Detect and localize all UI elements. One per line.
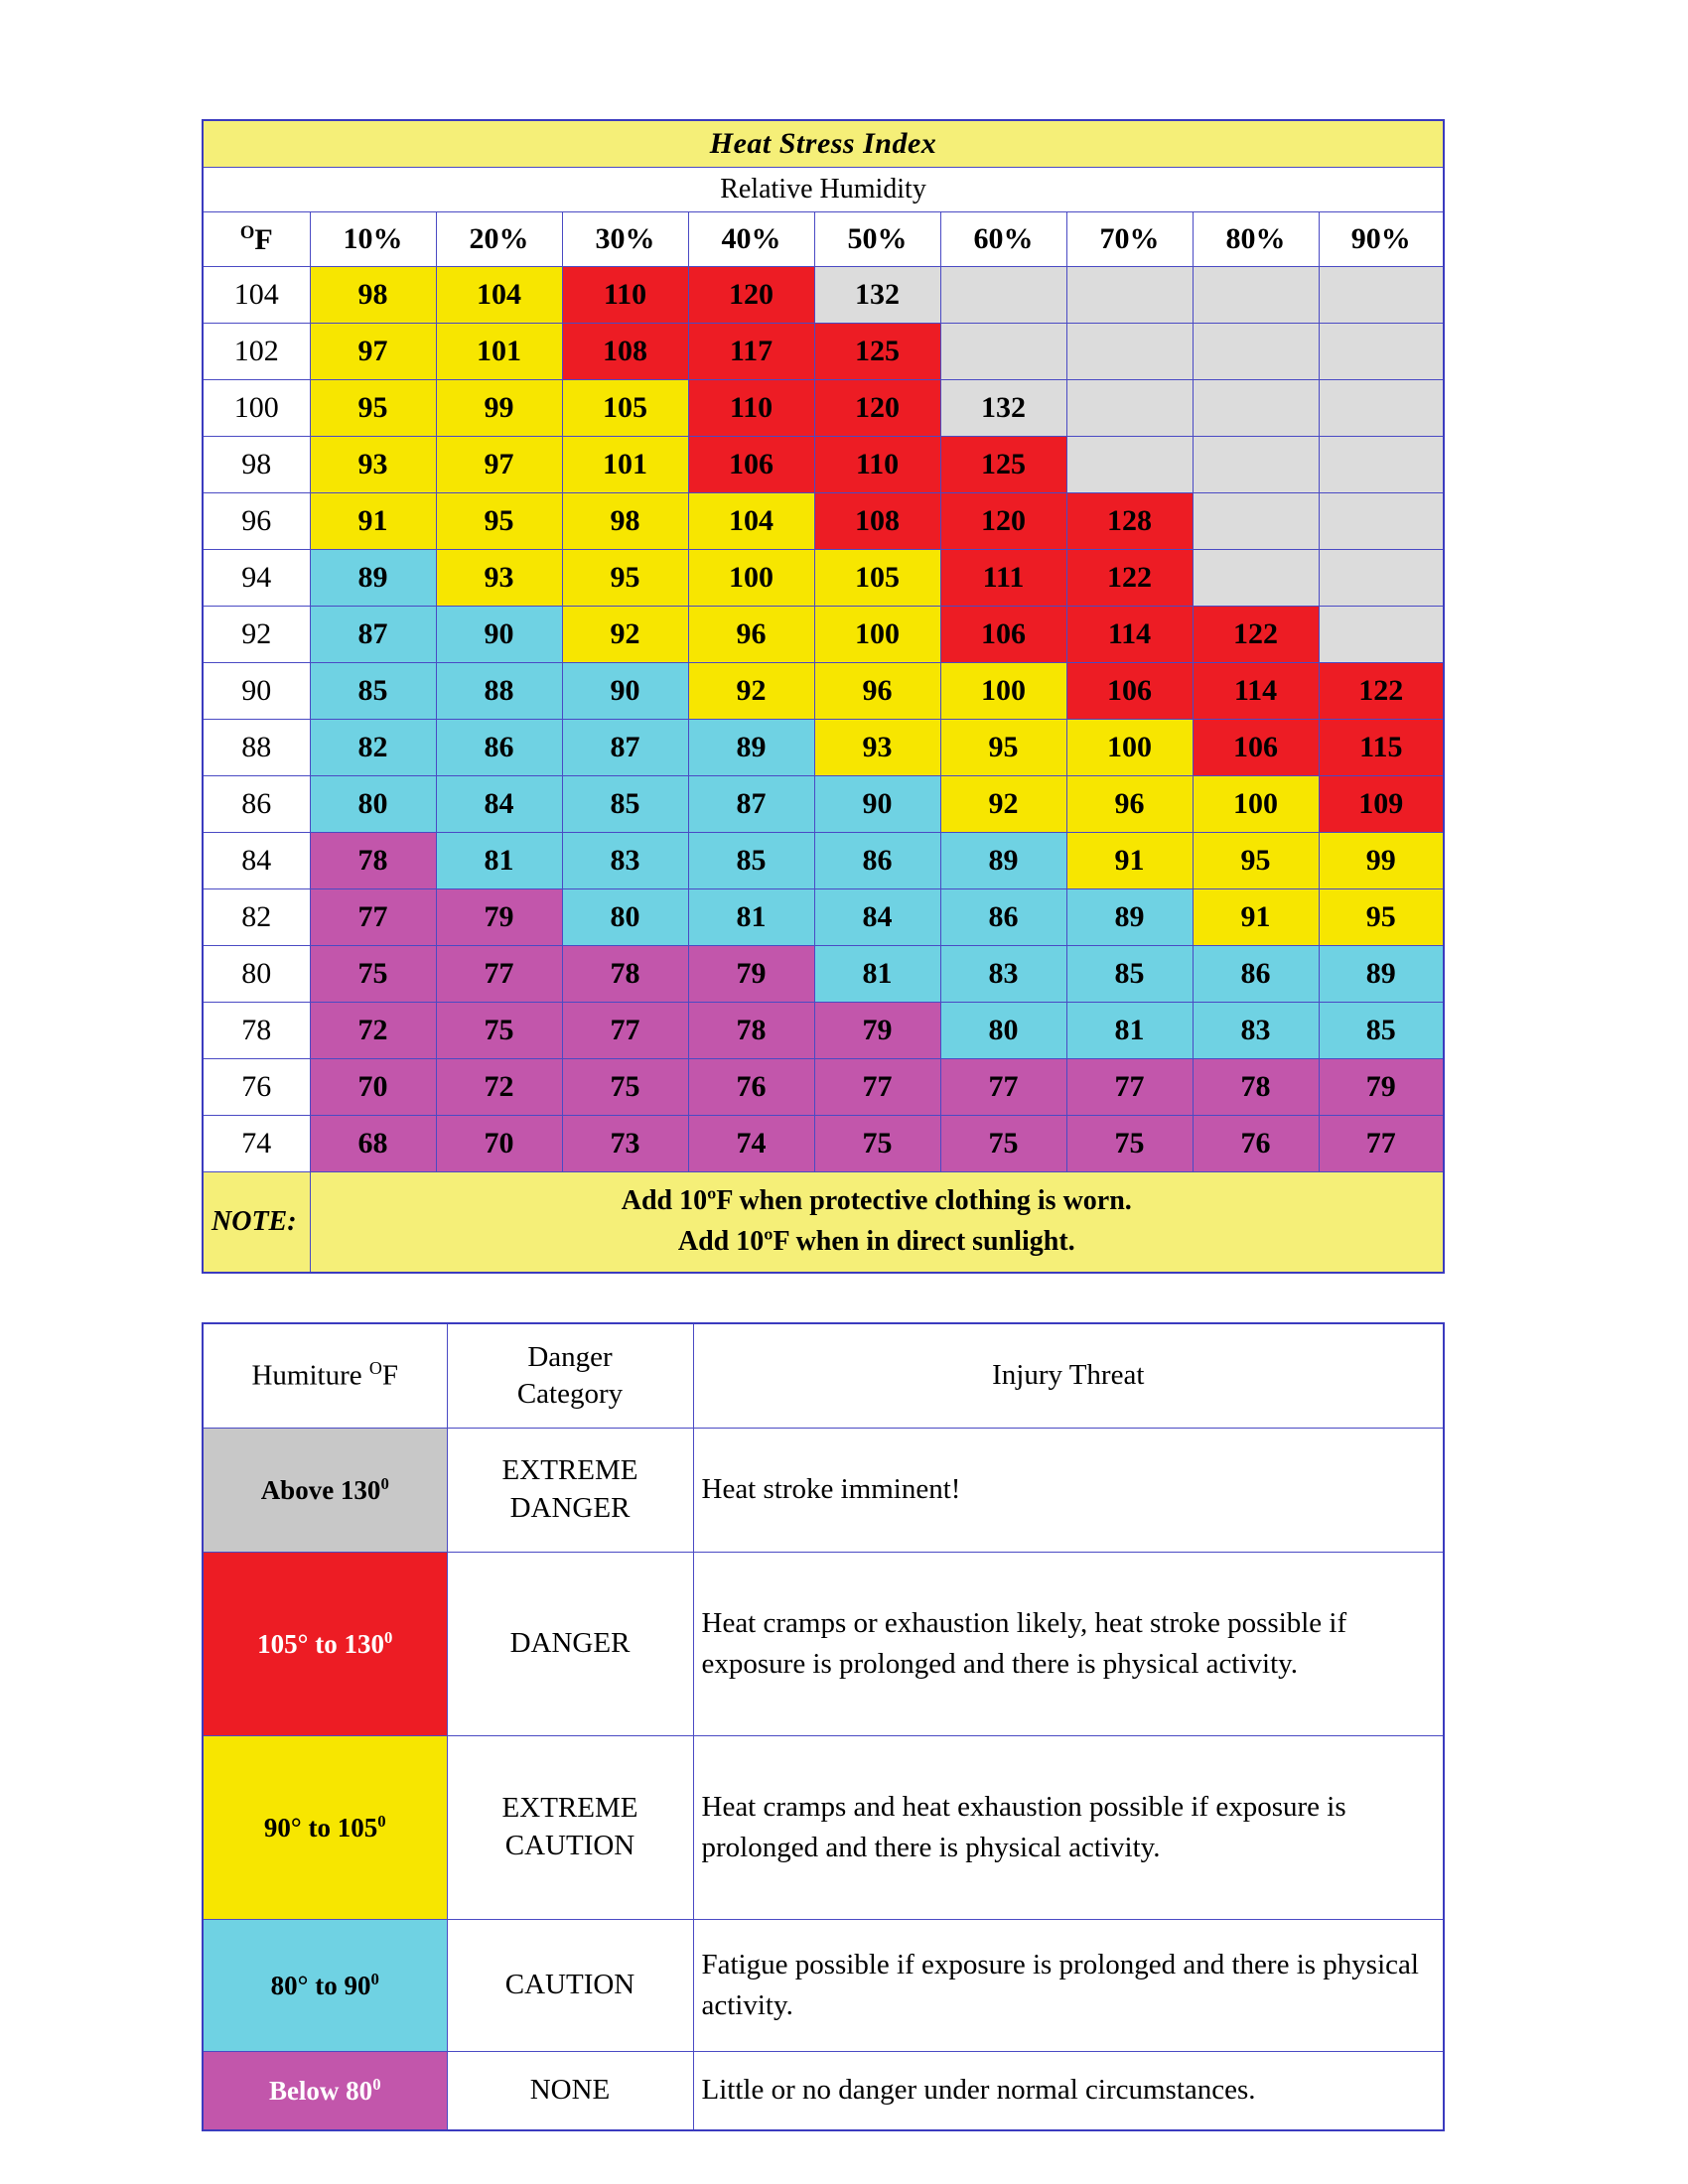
heat-index-cell: 99 [1319, 833, 1444, 889]
table-row [203, 663, 1444, 720]
heat-index-cell: 75 [436, 1003, 562, 1059]
heat-index-cell: 110 [814, 437, 940, 493]
heat-index-cell [1066, 267, 1193, 324]
heat-index-cell: 95 [310, 380, 436, 437]
row-header-temperature: 74 [203, 1116, 310, 1172]
heat-index-cell: 78 [1193, 1059, 1319, 1116]
heat-index-cell: 122 [1319, 663, 1444, 720]
heat-index-cell: 100 [1193, 776, 1319, 833]
heat-index-cell: 86 [436, 720, 562, 776]
heat-index-cell: 91 [1193, 889, 1319, 946]
heat-index-cell [1319, 607, 1444, 663]
heat-index-cell: 132 [940, 380, 1066, 437]
heat-index-cell: 89 [688, 720, 814, 776]
heat-index-cell: 78 [310, 833, 436, 889]
heat-index-cell: 89 [1319, 946, 1444, 1003]
heat-index-cell: 99 [436, 380, 562, 437]
heat-index-cell: 109 [1319, 776, 1444, 833]
heat-index-cell: 89 [1066, 889, 1193, 946]
heat-index-cell: 122 [1066, 550, 1193, 607]
heat-index-cell: 101 [562, 437, 688, 493]
legend-injury-threat: Fatigue possible if exposure is prolonged and there is physical activity. [693, 1920, 1444, 2052]
column-header-20: 20% [436, 212, 562, 267]
danger-category-legend-container [202, 1322, 1443, 2131]
heat-index-cell: 95 [562, 550, 688, 607]
legend-danger-category: DANGER [447, 1553, 693, 1736]
heat-index-cell: 73 [562, 1116, 688, 1172]
heat-index-cell: 105 [562, 380, 688, 437]
heat-index-cell: 87 [562, 720, 688, 776]
legend-row [203, 1553, 1444, 1736]
note-body [310, 1172, 1444, 1274]
row-header-temperature: 80 [203, 946, 310, 1003]
heat-index-cell: 79 [436, 889, 562, 946]
row-header-temperature: 76 [203, 1059, 310, 1116]
legend-injury-threat: Heat cramps and heat exhaustion possible if exposure is prolonged and there is physical activity. [693, 1736, 1444, 1920]
legend-injury-threat: Little or no danger under normal circumstances. [693, 2052, 1444, 2131]
relative-humidity-label: Relative Humidity [203, 168, 1444, 212]
heat-index-cell: 86 [940, 889, 1066, 946]
heat-index-cell: 93 [310, 437, 436, 493]
legend-range-swatch: 80° to $90^0$ [203, 1920, 447, 2052]
heat-index-cell: 76 [1193, 1116, 1319, 1172]
heat-index-cell [1319, 380, 1444, 437]
table-row [203, 889, 1444, 946]
heat-index-cell: 84 [814, 889, 940, 946]
heat-index-cell: 87 [310, 607, 436, 663]
heat-index-cell: 79 [814, 1003, 940, 1059]
heat-index-cell: 81 [688, 889, 814, 946]
heat-index-cell [1193, 550, 1319, 607]
heat-index-cell: 96 [1066, 776, 1193, 833]
legend-row [203, 2052, 1444, 2131]
heat-index-cell: 93 [436, 550, 562, 607]
legend-range-swatch: 105° to $130^0$ [203, 1553, 447, 1736]
table-row [203, 267, 1444, 324]
column-header-row [203, 212, 1444, 267]
heat-index-cell: 100 [940, 663, 1066, 720]
table-row [203, 833, 1444, 889]
heat-index-cell: 91 [310, 493, 436, 550]
heat-index-cell: 89 [310, 550, 436, 607]
heat-index-cell: 84 [436, 776, 562, 833]
heat-index-cell: 93 [814, 720, 940, 776]
heat-index-cell: 78 [562, 946, 688, 1003]
table-title-row [203, 120, 1444, 168]
note-line-2: Add 10ºF when in direct sunlight. [677, 1226, 1075, 1257]
table-row [203, 1116, 1444, 1172]
heat-index-cell [940, 324, 1066, 380]
heat-index-cell: 68 [310, 1116, 436, 1172]
row-header-temperature: 88 [203, 720, 310, 776]
legend-row [203, 1736, 1444, 1920]
heat-index-cell [1319, 550, 1444, 607]
heat-index-cell: 117 [688, 324, 814, 380]
legend-header-humiture: Humiture $^O$F [203, 1323, 447, 1429]
heat-index-cell: 96 [688, 607, 814, 663]
column-header-70: 70% [1066, 212, 1193, 267]
row-header-temperature: 82 [203, 889, 310, 946]
heat-index-cell [1066, 437, 1193, 493]
legend-danger-category: CAUTION [447, 1920, 693, 2052]
table-row [203, 550, 1444, 607]
heat-index-cell: 104 [436, 267, 562, 324]
heat-index-cell: 108 [562, 324, 688, 380]
column-header-10: 10% [310, 212, 436, 267]
legend-row [203, 1920, 1444, 2052]
row-header-temperature: 94 [203, 550, 310, 607]
heat-index-cell: 91 [1066, 833, 1193, 889]
heat-index-cell: 120 [814, 380, 940, 437]
heat-index-cell: 77 [1066, 1059, 1193, 1116]
row-header-temperature: 104 [203, 267, 310, 324]
note-line-1: Add 10ºF when protective clothing is worn. [621, 1185, 1132, 1217]
heat-index-cell: 81 [436, 833, 562, 889]
heat-index-cell [940, 267, 1066, 324]
heat-index-cell: 79 [688, 946, 814, 1003]
heat-index-cell: 80 [940, 1003, 1066, 1059]
heat-index-cell: 111 [940, 550, 1066, 607]
heat-index-cell [1319, 324, 1444, 380]
legend-danger-category: NONE [447, 2052, 693, 2131]
heat-index-cell: 89 [940, 833, 1066, 889]
heat-index-cell: 83 [940, 946, 1066, 1003]
danger-category-legend-table [202, 1322, 1445, 2131]
heat-index-cell: 115 [1319, 720, 1444, 776]
heat-index-cell: 85 [688, 833, 814, 889]
row-header-temperature: 92 [203, 607, 310, 663]
legend-injury-threat: Heat cramps or exhaustion likely, heat stroke possible if exposure is prolonged and there is physical activity. [693, 1553, 1444, 1736]
heat-index-cell: 80 [562, 889, 688, 946]
heat-index-cell: 75 [310, 946, 436, 1003]
legend-header-row [203, 1323, 1444, 1429]
legend-danger-category: EXTREME CAUTION [447, 1736, 693, 1920]
heat-index-cell: 76 [688, 1059, 814, 1116]
heat-index-cell: 106 [1193, 720, 1319, 776]
heat-index-cell: 95 [436, 493, 562, 550]
heat-index-cell: 78 [688, 1003, 814, 1059]
row-header-temperature: 100 [203, 380, 310, 437]
heat-index-cell: 86 [1193, 946, 1319, 1003]
heat-index-cell: 77 [1319, 1116, 1444, 1172]
note-row [203, 1172, 1444, 1274]
legend-range-swatch: Above $130^0$ [203, 1429, 447, 1553]
column-header-30: 30% [562, 212, 688, 267]
heat-index-cell: 90 [562, 663, 688, 720]
heat-index-cell: 125 [940, 437, 1066, 493]
heat-index-cell: 90 [814, 776, 940, 833]
column-header-50: 50% [814, 212, 940, 267]
table-row [203, 946, 1444, 1003]
heat-index-cell [1193, 493, 1319, 550]
heat-index-cell: 106 [688, 437, 814, 493]
row-header-temperature: 86 [203, 776, 310, 833]
legend-danger-category: EXTREME DANGER [447, 1429, 693, 1553]
heat-index-cell: 74 [688, 1116, 814, 1172]
heat-index-cell: 98 [310, 267, 436, 324]
heat-index-cell: 83 [1193, 1003, 1319, 1059]
heat-index-cell: 95 [1319, 889, 1444, 946]
heat-index-cell: 120 [688, 267, 814, 324]
legend-header-injury-threat: Injury Threat [693, 1323, 1444, 1429]
table-row [203, 720, 1444, 776]
heat-index-cell: 75 [940, 1116, 1066, 1172]
heat-index-cell: 97 [310, 324, 436, 380]
legend-range-swatch: Below $80^0$ [203, 2052, 447, 2131]
heat-index-cell: 108 [814, 493, 940, 550]
heat-index-cell: 97 [436, 437, 562, 493]
heat-index-cell: 100 [1066, 720, 1193, 776]
heat-index-cell: 92 [562, 607, 688, 663]
heat-index-cell: 85 [562, 776, 688, 833]
heat-stress-index-table [202, 119, 1445, 1274]
heat-index-cell: 110 [562, 267, 688, 324]
table-row [203, 607, 1444, 663]
heat-index-cell: 88 [436, 663, 562, 720]
row-header-temperature: 78 [203, 1003, 310, 1059]
heat-index-cell: 101 [436, 324, 562, 380]
table-row [203, 1003, 1444, 1059]
heat-index-cell: 75 [1066, 1116, 1193, 1172]
heat-index-cell: 100 [688, 550, 814, 607]
heat-index-cell: 79 [1319, 1059, 1444, 1116]
heat-index-cell: 90 [436, 607, 562, 663]
legend-injury-threat: Heat stroke imminent! [693, 1429, 1444, 1553]
heat-index-cell: 82 [310, 720, 436, 776]
heat-index-cell: 72 [310, 1003, 436, 1059]
heat-index-cell: 80 [310, 776, 436, 833]
heat-index-cell [1319, 437, 1444, 493]
heat-index-cell: 86 [814, 833, 940, 889]
heat-index-cell: 92 [940, 776, 1066, 833]
heat-index-cell: 132 [814, 267, 940, 324]
heat-index-cell: 81 [814, 946, 940, 1003]
heat-index-cell [1319, 493, 1444, 550]
heat-index-cell [1066, 380, 1193, 437]
heat-index-cell: 75 [814, 1116, 940, 1172]
heat-index-cell [1193, 267, 1319, 324]
heat-index-cell [1193, 324, 1319, 380]
table-row [203, 1059, 1444, 1116]
heat-index-cell: 83 [562, 833, 688, 889]
column-header-60: 60% [940, 212, 1066, 267]
heat-index-cell: 85 [310, 663, 436, 720]
heat-index-cell: 87 [688, 776, 814, 833]
table-row [203, 776, 1444, 833]
column-header-90: 90% [1319, 212, 1444, 267]
page-title: Heat Stress Index [203, 120, 1444, 168]
heat-index-cell: 95 [940, 720, 1066, 776]
heat-index-cell: 100 [814, 607, 940, 663]
heat-index-cell: 125 [814, 324, 940, 380]
heat-index-cell: 106 [1066, 663, 1193, 720]
row-header-temperature: 98 [203, 437, 310, 493]
heat-index-cell: 110 [688, 380, 814, 437]
heat-index-cell: 77 [310, 889, 436, 946]
column-header-80: 80% [1193, 212, 1319, 267]
heat-index-cell: 81 [1066, 1003, 1193, 1059]
table-row [203, 324, 1444, 380]
heat-index-cell: 92 [688, 663, 814, 720]
table-row [203, 493, 1444, 550]
heat-index-cell: 85 [1066, 946, 1193, 1003]
column-header-40: 40% [688, 212, 814, 267]
row-header-temperature: 102 [203, 324, 310, 380]
heat-index-cell: 105 [814, 550, 940, 607]
table-row [203, 380, 1444, 437]
heat-index-cell [1193, 380, 1319, 437]
note-label: NOTE: [203, 1172, 310, 1274]
legend-range-swatch: 90° to $105^0$ [203, 1736, 447, 1920]
heat-index-cell: 77 [562, 1003, 688, 1059]
heat-index-cell [1193, 437, 1319, 493]
legend-header-danger-category: Danger Category [447, 1323, 693, 1429]
legend-row [203, 1429, 1444, 1553]
heat-index-cell: 104 [688, 493, 814, 550]
row-header-temperature: 90 [203, 663, 310, 720]
heat-index-cell [1319, 267, 1444, 324]
heat-index-cell: 77 [436, 946, 562, 1003]
heat-index-cell: 98 [562, 493, 688, 550]
heat-index-cell: 70 [436, 1116, 562, 1172]
heat-index-cell: 75 [562, 1059, 688, 1116]
heat-index-cell: 128 [1066, 493, 1193, 550]
corner-header-fahrenheit: $^O$F [203, 212, 310, 267]
heat-index-cell: 77 [940, 1059, 1066, 1116]
heat-stress-index-table-container [202, 119, 1443, 1274]
heat-index-cell: 95 [1193, 833, 1319, 889]
heat-index-cell: 96 [814, 663, 940, 720]
heat-index-cell [1066, 324, 1193, 380]
relative-humidity-header-row [203, 168, 1444, 212]
heat-index-cell: 85 [1319, 1003, 1444, 1059]
row-header-temperature: 84 [203, 833, 310, 889]
heat-index-cell: 106 [940, 607, 1066, 663]
row-header-temperature: 96 [203, 493, 310, 550]
heat-index-cell: 122 [1193, 607, 1319, 663]
table-row [203, 437, 1444, 493]
heat-index-cell: 77 [814, 1059, 940, 1116]
heat-index-cell: 114 [1066, 607, 1193, 663]
heat-index-cell: 72 [436, 1059, 562, 1116]
heat-index-cell: 114 [1193, 663, 1319, 720]
heat-index-cell: 70 [310, 1059, 436, 1116]
heat-index-cell: 120 [940, 493, 1066, 550]
